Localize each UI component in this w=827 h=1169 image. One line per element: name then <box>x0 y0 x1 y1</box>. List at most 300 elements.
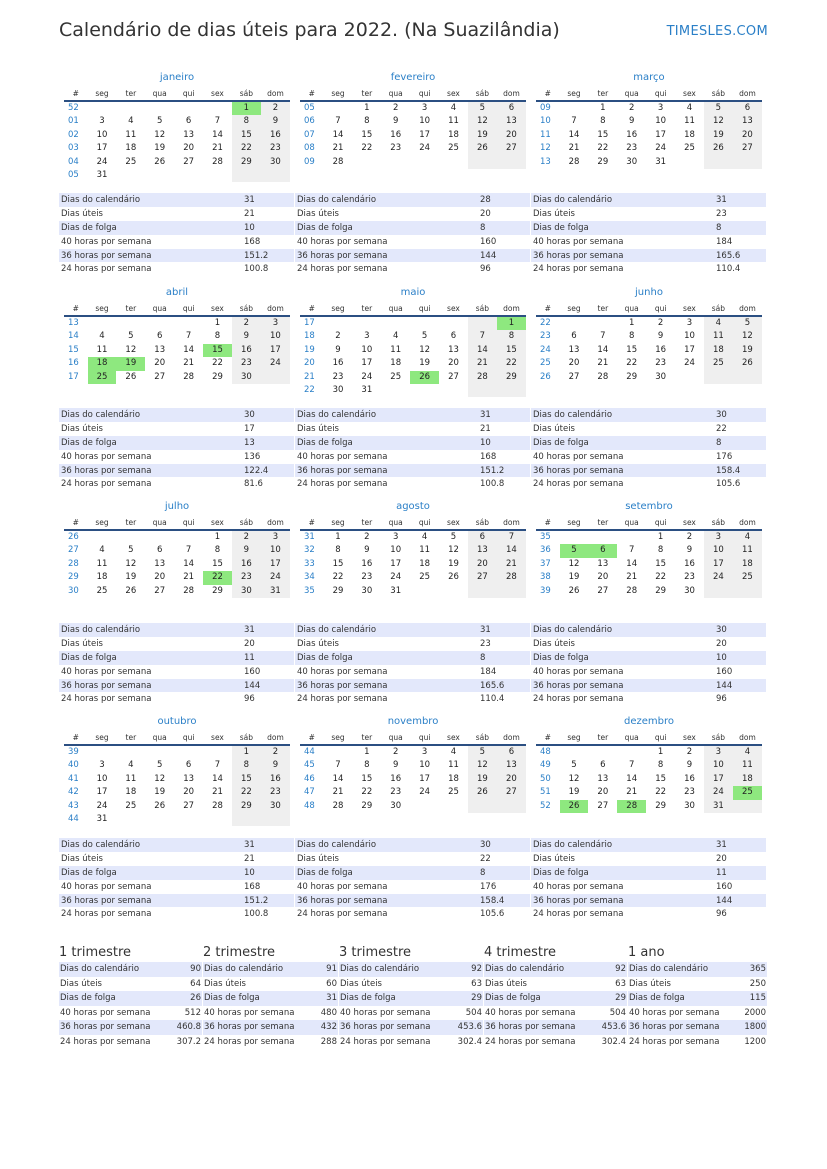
day-cell[interactable]: 3 <box>364 331 370 342</box>
day-cell[interactable]: 12 <box>125 558 137 569</box>
day-cell[interactable]: 9 <box>657 331 664 342</box>
day-cell[interactable]: 28 <box>332 800 344 811</box>
day-cell[interactable]: 23 <box>390 787 402 798</box>
day-cell[interactable]: 12 <box>419 344 431 355</box>
day-cell[interactable]: 20 <box>448 358 459 369</box>
day-cell[interactable]: 24 <box>261 357 290 370</box>
day-cell[interactable]: 19 <box>704 129 733 142</box>
day-cell[interactable]: 8 <box>657 545 664 556</box>
holiday-day-cell[interactable]: 25 <box>88 371 117 384</box>
day-cell[interactable]: 17 <box>704 558 733 571</box>
day-cell[interactable]: 31 <box>390 585 402 596</box>
day-cell[interactable]: 28 <box>468 371 497 384</box>
day-cell[interactable]: 6 <box>185 116 192 127</box>
day-cell[interactable]: 2 <box>657 318 664 328</box>
day-cell[interactable]: 8 <box>335 545 341 556</box>
day-cell[interactable]: 15 <box>361 773 373 784</box>
day-cell[interactable]: 14 <box>597 344 609 355</box>
day-cell[interactable]: 20 <box>497 129 526 142</box>
day-cell[interactable]: 12 <box>704 115 733 128</box>
day-cell[interactable]: 31 <box>704 800 733 813</box>
day-cell[interactable]: 24 <box>261 571 290 584</box>
day-cell[interactable]: 26 <box>125 585 137 596</box>
day-cell[interactable]: 10 <box>96 129 108 140</box>
day-cell[interactable]: 7 <box>468 330 497 343</box>
day-cell[interactable]: 28 <box>568 156 580 167</box>
day-cell[interactable]: 29 <box>212 371 223 382</box>
day-cell[interactable]: 23 <box>332 371 344 382</box>
day-cell[interactable]: 11 <box>96 558 108 569</box>
day-cell[interactable]: 15 <box>232 129 261 142</box>
day-cell[interactable]: 31 <box>96 170 108 181</box>
day-cell[interactable]: 30 <box>232 371 261 384</box>
day-cell[interactable]: 23 <box>626 143 638 154</box>
day-cell[interactable]: 8 <box>214 545 221 556</box>
day-cell[interactable]: 11 <box>704 330 733 343</box>
day-cell[interactable]: 13 <box>154 344 166 355</box>
day-cell[interactable]: 12 <box>568 773 580 784</box>
day-cell[interactable]: 8 <box>629 331 635 342</box>
day-cell[interactable]: 7 <box>185 331 192 342</box>
day-cell[interactable]: 5 <box>450 532 457 542</box>
day-cell[interactable]: 18 <box>448 773 459 784</box>
day-cell[interactable]: 23 <box>684 787 695 798</box>
day-cell[interactable]: 5 <box>157 760 163 771</box>
day-cell[interactable]: 6 <box>157 545 163 556</box>
day-cell[interactable]: 27 <box>183 156 195 167</box>
day-cell[interactable]: 24 <box>96 800 108 811</box>
day-cell[interactable]: 7 <box>629 545 635 556</box>
day-cell[interactable]: 3 <box>393 532 399 542</box>
day-cell[interactable]: 11 <box>733 544 762 557</box>
day-cell[interactable]: 19 <box>448 558 459 569</box>
day-cell[interactable]: 23 <box>361 572 373 583</box>
day-cell[interactable]: 22 <box>212 358 223 369</box>
day-cell[interactable]: 26 <box>154 156 166 167</box>
day-cell[interactable]: 14 <box>497 544 526 557</box>
day-cell[interactable]: 17 <box>704 773 733 786</box>
day-cell[interactable]: 19 <box>568 572 580 583</box>
day-cell[interactable]: 23 <box>390 143 402 154</box>
day-cell[interactable]: 9 <box>261 759 290 772</box>
day-cell[interactable]: 15 <box>361 129 373 140</box>
day-cell[interactable]: 16 <box>626 129 638 140</box>
day-cell[interactable]: 9 <box>393 116 399 127</box>
holiday-day-cell[interactable]: 6 <box>588 544 617 557</box>
day-cell[interactable]: 4 <box>99 545 105 556</box>
day-cell[interactable]: 29 <box>655 585 667 596</box>
day-cell[interactable]: 9 <box>232 544 261 557</box>
day-cell[interactable]: 28 <box>212 156 223 167</box>
day-cell[interactable]: 7 <box>335 116 341 127</box>
day-cell[interactable]: 10 <box>419 760 431 771</box>
holiday-day-cell[interactable]: 1 <box>232 101 261 115</box>
holiday-day-cell[interactable]: 26 <box>410 371 439 384</box>
day-cell[interactable]: 4 <box>733 745 762 759</box>
day-cell[interactable]: 5 <box>733 316 762 330</box>
day-cell[interactable]: 10 <box>361 344 373 355</box>
day-cell[interactable]: 2 <box>261 745 290 759</box>
day-cell[interactable]: 22 <box>497 357 526 370</box>
day-cell[interactable]: 29 <box>232 800 261 813</box>
day-cell[interactable]: 3 <box>99 116 105 127</box>
day-cell[interactable]: 16 <box>232 344 261 357</box>
day-cell[interactable]: 14 <box>183 558 195 569</box>
day-cell[interactable]: 21 <box>497 558 526 571</box>
day-cell[interactable]: 22 <box>332 572 344 583</box>
day-cell[interactable]: 5 <box>128 331 134 342</box>
day-cell[interactable]: 1 <box>232 745 261 759</box>
day-cell[interactable]: 3 <box>704 745 733 759</box>
holiday-day-cell[interactable]: 5 <box>560 544 589 557</box>
day-cell[interactable]: 14 <box>568 129 580 140</box>
day-cell[interactable]: 7 <box>497 530 526 544</box>
day-cell[interactable]: 18 <box>704 344 733 357</box>
day-cell[interactable]: 6 <box>468 530 497 544</box>
day-cell[interactable]: 29 <box>597 156 609 167</box>
day-cell[interactable]: 2 <box>393 747 399 757</box>
day-cell[interactable]: 16 <box>232 558 261 571</box>
day-cell[interactable]: 24 <box>390 572 402 583</box>
day-cell[interactable]: 10 <box>684 331 695 342</box>
day-cell[interactable]: 29 <box>212 585 223 596</box>
day-cell[interactable]: 21 <box>468 357 497 370</box>
day-cell[interactable]: 21 <box>183 358 195 369</box>
day-cell[interactable]: 5 <box>128 545 134 556</box>
day-cell[interactable]: 27 <box>468 571 497 584</box>
day-cell[interactable]: 21 <box>212 143 223 154</box>
day-cell[interactable]: 1 <box>364 747 370 757</box>
day-cell[interactable]: 2 <box>261 101 290 115</box>
day-cell[interactable]: 6 <box>450 331 457 342</box>
day-cell[interactable]: 25 <box>448 787 459 798</box>
day-cell[interactable]: 16 <box>390 773 402 784</box>
day-cell[interactable]: 12 <box>468 759 497 772</box>
day-cell[interactable]: 7 <box>571 116 577 127</box>
day-cell[interactable]: 1 <box>629 318 635 328</box>
day-cell[interactable]: 24 <box>704 786 733 799</box>
day-cell[interactable]: 10 <box>704 544 733 557</box>
day-cell[interactable]: 15 <box>332 558 344 569</box>
day-cell[interactable]: 13 <box>568 344 580 355</box>
day-cell[interactable]: 24 <box>419 787 431 798</box>
day-cell[interactable]: 10 <box>390 545 402 556</box>
day-cell[interactable]: 4 <box>128 116 134 127</box>
day-cell[interactable]: 18 <box>733 773 762 786</box>
day-cell[interactable]: 9 <box>686 545 693 556</box>
day-cell[interactable]: 4 <box>450 103 457 113</box>
day-cell[interactable]: 31 <box>96 814 108 825</box>
day-cell[interactable]: 21 <box>212 787 223 798</box>
day-cell[interactable]: 9 <box>629 116 635 127</box>
day-cell[interactable]: 17 <box>361 358 373 369</box>
day-cell[interactable]: 29 <box>332 585 344 596</box>
holiday-day-cell[interactable]: 18 <box>88 357 117 370</box>
day-cell[interactable]: 16 <box>390 129 402 140</box>
day-cell[interactable]: 1 <box>657 532 664 542</box>
day-cell[interactable]: 30 <box>261 800 290 813</box>
day-cell[interactable]: 11 <box>96 344 108 355</box>
day-cell[interactable]: 27 <box>497 786 526 799</box>
day-cell[interactable]: 2 <box>629 103 635 113</box>
day-cell[interactable]: 29 <box>655 800 667 811</box>
day-cell[interactable]: 25 <box>448 143 459 154</box>
day-cell[interactable]: 8 <box>364 116 370 127</box>
day-cell[interactable]: 10 <box>419 116 431 127</box>
day-cell[interactable]: 12 <box>448 545 459 556</box>
day-cell[interactable]: 13 <box>154 558 166 569</box>
day-cell[interactable]: 20 <box>154 358 166 369</box>
day-cell[interactable]: 3 <box>261 530 290 544</box>
day-cell[interactable]: 25 <box>390 371 402 382</box>
holiday-day-cell[interactable]: 15 <box>203 344 232 357</box>
day-cell[interactable]: 19 <box>733 344 762 357</box>
day-cell[interactable]: 17 <box>96 787 108 798</box>
day-cell[interactable]: 12 <box>568 558 580 569</box>
day-cell[interactable]: 20 <box>597 572 609 583</box>
day-cell[interactable]: 24 <box>655 143 667 154</box>
day-cell[interactable]: 14 <box>468 344 497 357</box>
day-cell[interactable]: 15 <box>212 558 223 569</box>
day-cell[interactable]: 11 <box>733 759 762 772</box>
holiday-day-cell[interactable]: 28 <box>617 800 646 813</box>
day-cell[interactable]: 2 <box>364 532 370 542</box>
day-cell[interactable]: 6 <box>733 101 762 115</box>
day-cell[interactable]: 24 <box>96 156 108 167</box>
day-cell[interactable]: 8 <box>364 760 370 771</box>
day-cell[interactable]: 7 <box>214 116 221 127</box>
day-cell[interactable]: 15 <box>626 344 638 355</box>
day-cell[interactable]: 3 <box>261 316 290 330</box>
day-cell[interactable]: 7 <box>185 545 192 556</box>
day-cell[interactable]: 3 <box>704 530 733 544</box>
day-cell[interactable]: 3 <box>686 318 693 328</box>
day-cell[interactable]: 18 <box>448 129 459 140</box>
day-cell[interactable]: 11 <box>125 129 137 140</box>
day-cell[interactable]: 27 <box>597 800 609 811</box>
day-cell[interactable]: 26 <box>733 357 762 370</box>
day-cell[interactable]: 27 <box>154 585 166 596</box>
day-cell[interactable]: 17 <box>261 344 290 357</box>
day-cell[interactable]: 22 <box>655 572 667 583</box>
day-cell[interactable]: 11 <box>448 760 459 771</box>
day-cell[interactable]: 16 <box>684 558 695 569</box>
day-cell[interactable]: 28 <box>497 571 526 584</box>
day-cell[interactable]: 27 <box>568 371 580 382</box>
day-cell[interactable]: 24 <box>419 143 431 154</box>
day-cell[interactable]: 1 <box>364 103 370 113</box>
day-cell[interactable]: 30 <box>684 800 695 811</box>
day-cell[interactable]: 18 <box>684 129 695 140</box>
day-cell[interactable]: 14 <box>332 773 344 784</box>
day-cell[interactable]: 7 <box>629 760 635 771</box>
day-cell[interactable]: 6 <box>497 745 526 759</box>
day-cell[interactable]: 27 <box>597 585 609 596</box>
day-cell[interactable]: 18 <box>419 558 431 569</box>
day-cell[interactable]: 6 <box>497 101 526 115</box>
day-cell[interactable]: 13 <box>497 115 526 128</box>
day-cell[interactable]: 25 <box>704 357 733 370</box>
day-cell[interactable]: 20 <box>497 773 526 786</box>
day-cell[interactable]: 18 <box>733 558 762 571</box>
day-cell[interactable]: 25 <box>419 572 431 583</box>
day-cell[interactable]: 9 <box>364 545 370 556</box>
day-cell[interactable]: 14 <box>212 773 223 784</box>
day-cell[interactable]: 11 <box>419 545 431 556</box>
day-cell[interactable]: 30 <box>626 156 638 167</box>
day-cell[interactable]: 9 <box>393 760 399 771</box>
day-cell[interactable]: 23 <box>261 786 290 799</box>
day-cell[interactable]: 22 <box>626 358 638 369</box>
day-cell[interactable]: 20 <box>597 787 609 798</box>
day-cell[interactable]: 22 <box>232 786 261 799</box>
day-cell[interactable]: 23 <box>261 142 290 155</box>
day-cell[interactable]: 8 <box>232 759 261 772</box>
day-cell[interactable]: 8 <box>232 115 261 128</box>
day-cell[interactable]: 21 <box>183 572 195 583</box>
day-cell[interactable]: 17 <box>419 773 431 784</box>
day-cell[interactable]: 29 <box>626 371 638 382</box>
day-cell[interactable]: 20 <box>183 787 195 798</box>
day-cell[interactable]: 4 <box>733 530 762 544</box>
day-cell[interactable]: 26 <box>125 371 137 382</box>
day-cell[interactable]: 16 <box>261 773 290 786</box>
day-cell[interactable]: 15 <box>655 773 667 784</box>
day-cell[interactable]: 4 <box>686 103 693 113</box>
day-cell[interactable]: 23 <box>655 358 667 369</box>
day-cell[interactable]: 23 <box>232 357 261 370</box>
day-cell[interactable]: 24 <box>684 358 695 369</box>
day-cell[interactable]: 10 <box>704 759 733 772</box>
day-cell[interactable]: 2 <box>335 331 341 342</box>
holiday-day-cell[interactable]: 1 <box>497 316 526 330</box>
day-cell[interactable]: 17 <box>96 143 108 154</box>
day-cell[interactable]: 30 <box>390 800 402 811</box>
day-cell[interactable]: 31 <box>261 585 290 598</box>
day-cell[interactable]: 5 <box>468 101 497 115</box>
day-cell[interactable]: 10 <box>655 116 667 127</box>
day-cell[interactable]: 30 <box>684 585 695 596</box>
day-cell[interactable]: 8 <box>214 331 221 342</box>
day-cell[interactable]: 12 <box>125 344 137 355</box>
holiday-day-cell[interactable]: 22 <box>203 571 232 584</box>
day-cell[interactable]: 16 <box>261 129 290 142</box>
day-cell[interactable]: 9 <box>261 115 290 128</box>
day-cell[interactable]: 8 <box>600 116 606 127</box>
day-cell[interactable]: 5 <box>157 116 163 127</box>
day-cell[interactable]: 3 <box>421 747 428 757</box>
day-cell[interactable]: 28 <box>212 800 223 811</box>
day-cell[interactable]: 13 <box>183 773 195 784</box>
day-cell[interactable]: 2 <box>232 530 261 544</box>
day-cell[interactable]: 26 <box>468 786 497 799</box>
day-cell[interactable]: 13 <box>468 544 497 557</box>
day-cell[interactable]: 31 <box>655 156 667 167</box>
day-cell[interactable]: 23 <box>232 571 261 584</box>
day-cell[interactable]: 20 <box>733 129 762 142</box>
day-cell[interactable]: 25 <box>125 800 137 811</box>
day-cell[interactable]: 22 <box>232 142 261 155</box>
day-cell[interactable]: 6 <box>571 331 577 342</box>
day-cell[interactable]: 1 <box>214 532 221 542</box>
day-cell[interactable]: 30 <box>655 371 667 382</box>
day-cell[interactable]: 19 <box>125 572 137 583</box>
day-cell[interactable]: 15 <box>497 344 526 357</box>
day-cell[interactable]: 21 <box>626 787 638 798</box>
day-cell[interactable]: 16 <box>655 344 667 355</box>
day-cell[interactable]: 22 <box>361 787 373 798</box>
day-cell[interactable]: 22 <box>655 787 667 798</box>
day-cell[interactable]: 1 <box>214 318 221 328</box>
day-cell[interactable]: 30 <box>361 585 373 596</box>
day-cell[interactable]: 5 <box>704 101 733 115</box>
day-cell[interactable]: 13 <box>497 759 526 772</box>
brand-logo-text[interactable]: TIMESLES.COM <box>666 24 768 39</box>
day-cell[interactable]: 26 <box>448 572 459 583</box>
day-cell[interactable]: 8 <box>657 760 664 771</box>
day-cell[interactable]: 12 <box>154 129 166 140</box>
day-cell[interactable]: 3 <box>657 103 664 113</box>
day-cell[interactable]: 28 <box>332 156 344 167</box>
day-cell[interactable]: 7 <box>214 760 221 771</box>
holiday-day-cell[interactable]: 25 <box>733 786 762 799</box>
day-cell[interactable]: 23 <box>684 572 695 583</box>
day-cell[interactable]: 15 <box>597 129 609 140</box>
day-cell[interactable]: 2 <box>393 103 399 113</box>
day-cell[interactable]: 25 <box>684 143 695 154</box>
day-cell[interactable]: 25 <box>125 156 137 167</box>
day-cell[interactable]: 27 <box>448 371 459 382</box>
day-cell[interactable]: 24 <box>704 571 733 584</box>
day-cell[interactable]: 24 <box>361 371 373 382</box>
day-cell[interactable]: 17 <box>419 129 431 140</box>
day-cell[interactable]: 11 <box>125 773 137 784</box>
day-cell[interactable]: 4 <box>421 532 428 542</box>
holiday-day-cell[interactable]: 19 <box>116 357 145 370</box>
day-cell[interactable]: 18 <box>125 143 137 154</box>
day-cell[interactable]: 13 <box>597 773 609 784</box>
day-cell[interactable]: 27 <box>154 371 166 382</box>
day-cell[interactable]: 2 <box>232 316 261 330</box>
day-cell[interactable]: 13 <box>597 558 609 569</box>
day-cell[interactable]: 28 <box>597 371 609 382</box>
day-cell[interactable]: 10 <box>261 330 290 343</box>
day-cell[interactable]: 9 <box>335 344 341 355</box>
day-cell[interactable]: 12 <box>154 773 166 784</box>
day-cell[interactable]: 16 <box>332 358 344 369</box>
day-cell[interactable]: 9 <box>232 330 261 343</box>
day-cell[interactable]: 18 <box>96 572 108 583</box>
day-cell[interactable]: 8 <box>497 330 526 343</box>
day-cell[interactable]: 10 <box>261 544 290 557</box>
day-cell[interactable]: 10 <box>96 773 108 784</box>
day-cell[interactable]: 14 <box>332 129 344 140</box>
day-cell[interactable]: 17 <box>684 344 695 355</box>
day-cell[interactable]: 9 <box>686 760 693 771</box>
day-cell[interactable]: 11 <box>448 116 459 127</box>
day-cell[interactable]: 17 <box>390 558 402 569</box>
day-cell[interactable]: 26 <box>704 142 733 155</box>
day-cell[interactable]: 14 <box>212 129 223 140</box>
day-cell[interactable]: 1 <box>657 747 664 757</box>
day-cell[interactable]: 12 <box>733 330 762 343</box>
day-cell[interactable]: 26 <box>154 800 166 811</box>
day-cell[interactable]: 22 <box>361 143 373 154</box>
day-cell[interactable]: 6 <box>157 331 163 342</box>
day-cell[interactable]: 14 <box>183 344 195 355</box>
day-cell[interactable]: 1 <box>600 103 606 113</box>
day-cell[interactable]: 17 <box>261 558 290 571</box>
